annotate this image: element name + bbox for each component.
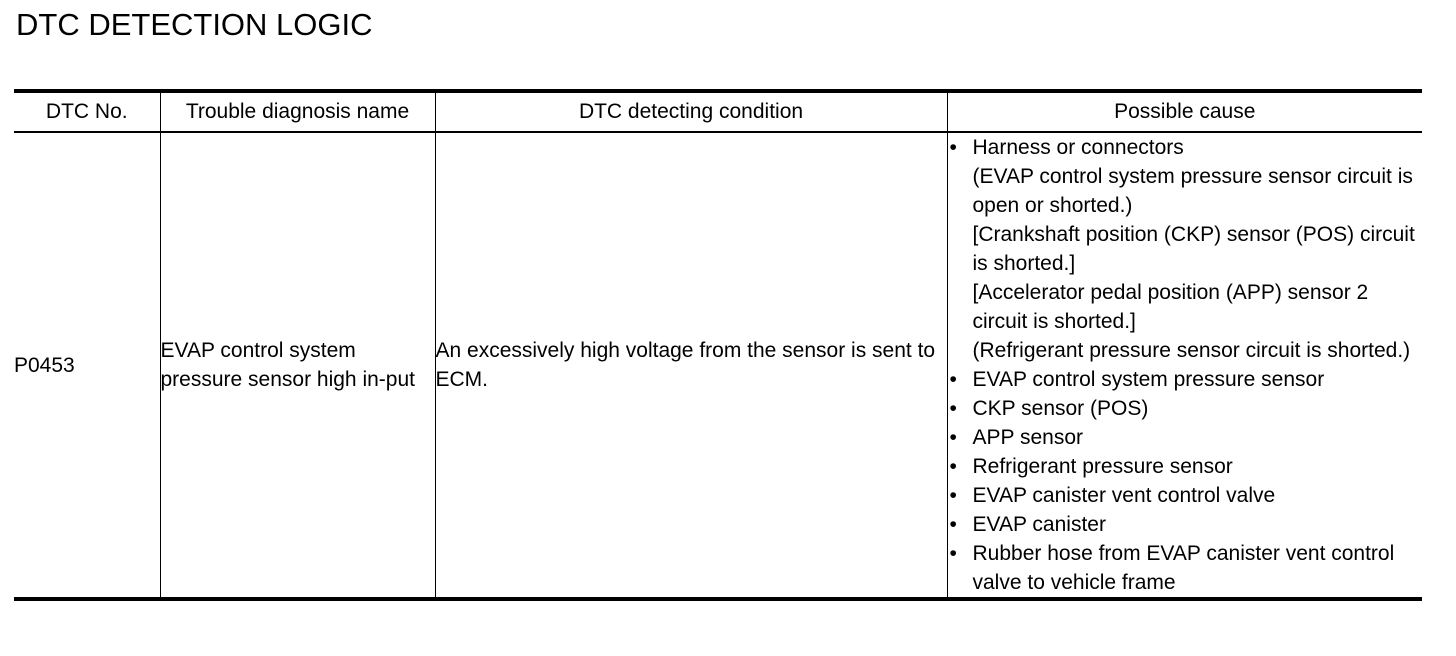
bullet-icon: • [949,426,957,449]
cause-main-text: EVAP control system pressure sensor [972,368,1325,391]
cause-item [948,481,1423,510]
header-dtc-no: DTC No. [14,91,160,132]
bullet-icon: • [949,484,957,507]
bullet-icon: • [949,455,957,478]
cell-possible-cause [947,132,1422,599]
bullet-icon: • [949,368,957,391]
cause-sub-text: [Crankshaft position (CKP) sensor (POS) circuit is shorted.] [972,223,1415,275]
dtc-table [14,89,1422,601]
cause-sub-text: (Refrigerant pressure sensor circuit is shorted.) [972,339,1411,362]
cause-main-text: Harness or connectors [972,136,1184,159]
header-possible-cause: Possible cause [947,91,1422,132]
cell-dtc-no: P0453 [14,132,160,599]
cause-item [948,423,1423,452]
cause-main-text: Refrigerant pressure sensor [972,455,1233,478]
bullet-icon: • [949,397,957,420]
header-trouble-diagnosis-name: Trouble diagnosis name [160,91,435,132]
bullet-icon: • [949,542,957,565]
cause-item [948,133,1423,365]
cause-sub-text: (EVAP control system pressure sensor circuit is open or shorted.) [972,165,1413,217]
cause-main-text: APP sensor [972,426,1084,449]
cause-sub-text: [Accelerator pedal position (APP) sensor 2 circuit is shorted.] [972,281,1369,333]
cause-item [948,394,1423,423]
bullet-icon: • [949,513,957,536]
cause-item [948,365,1423,394]
cell-trouble-diagnosis-name: EVAP control system pressure sensor high in-put [160,132,435,599]
bullet-icon: • [949,136,957,159]
cause-item [948,539,1423,597]
cause-item [948,510,1423,539]
cause-list [948,133,1423,597]
table-row [14,132,1422,599]
table-header-row [14,91,1422,132]
cause-main-text: Rubber hose from EVAP canister vent control valve to vehicle frame [972,542,1395,594]
cause-main-text: EVAP canister vent control valve [972,484,1276,507]
cell-dtc-detecting-condition: An excessively high voltage from the sensor is sent to ECM. [435,132,947,599]
cause-item [948,452,1423,481]
cause-main-text: CKP sensor (POS) [972,397,1149,420]
cause-main-text: EVAP canister [972,513,1106,536]
page-title: DTC DETECTION LOGIC [16,7,373,42]
header-dtc-detecting-condition: DTC detecting condition [435,91,947,132]
